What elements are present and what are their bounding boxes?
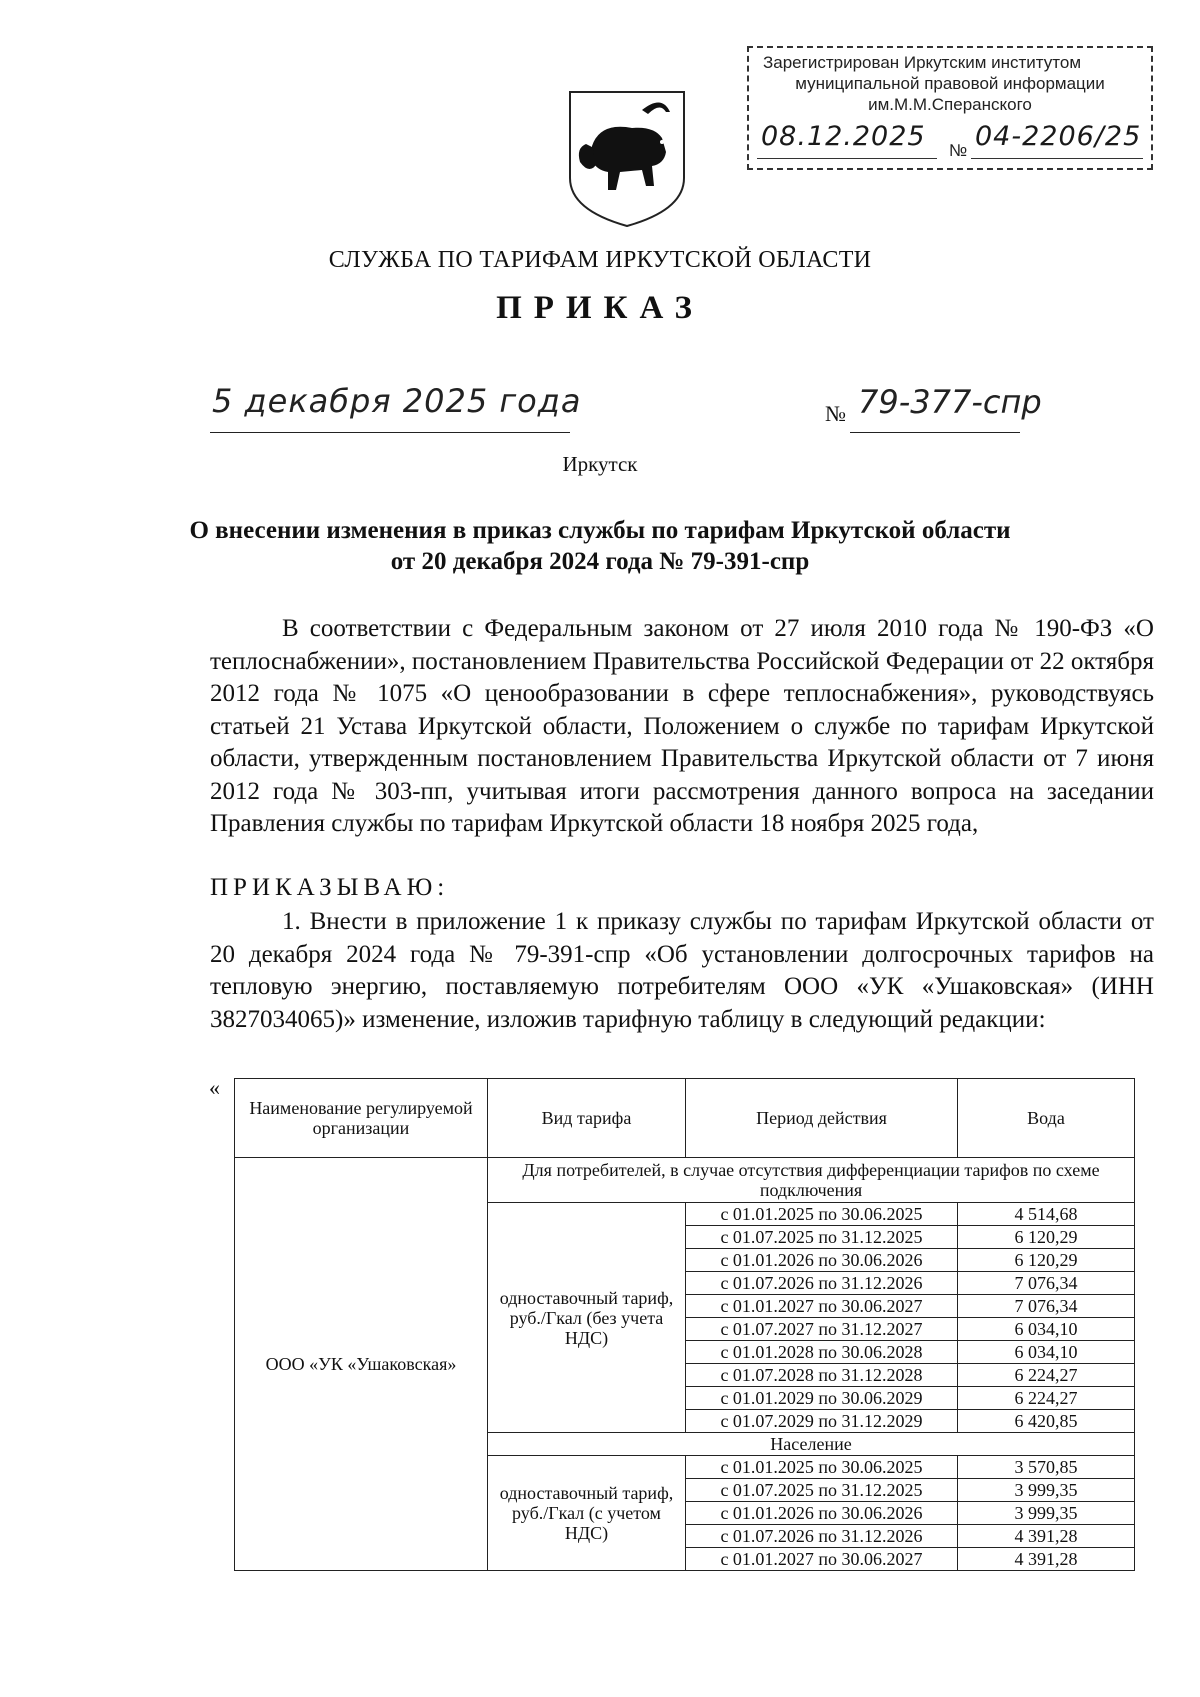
- value-cell: 6 120,29: [958, 1226, 1135, 1249]
- stamp-date: 08.12.2025: [761, 121, 926, 152]
- period-cell: с 01.07.2026 по 31.12.2026: [686, 1525, 958, 1548]
- value-cell: 6 034,10: [958, 1318, 1135, 1341]
- period-cell: с 01.01.2026 по 30.06.2026: [686, 1502, 958, 1525]
- agency-name: СЛУЖБА ПО ТАРИФАМ ИРКУТСКОЙ ОБЛАСТИ: [328, 247, 872, 273]
- title-line-2: от 20 декабря 2024 года № 79-391-спр: [390, 548, 810, 575]
- period-cell: с 01.01.2026 по 30.06.2026: [686, 1249, 958, 1272]
- order-number: 79-377-спр: [858, 383, 1042, 421]
- tariff-type-cell: одноставочный тариф, руб./Гкал (с учетом НДС): [488, 1456, 686, 1571]
- value-cell: 3 999,35: [958, 1479, 1135, 1502]
- period-cell: с 01.01.2029 по 30.06.2029: [686, 1387, 958, 1410]
- order-date: 5 декабря 2025 года: [212, 382, 582, 420]
- header-organization: Наименование регулируемой организации: [235, 1079, 488, 1158]
- registration-stamp: [747, 46, 1153, 170]
- value-cell: 4 391,28: [958, 1548, 1135, 1571]
- header-period: Период действия: [686, 1079, 958, 1158]
- period-cell: с 01.07.2029 по 31.12.2029: [686, 1410, 958, 1433]
- organization-cell: ООО «УК «Ушаковская»: [235, 1158, 488, 1571]
- value-cell: 4 514,68: [958, 1203, 1135, 1226]
- stamp-line-3: им.М.М.Сперанского: [868, 95, 1032, 114]
- period-cell: с 01.01.2025 по 30.06.2025: [686, 1203, 958, 1226]
- header-tariff-type: Вид тарифа: [488, 1079, 686, 1158]
- coat-of-arms-emblem: [562, 86, 692, 230]
- period-cell: с 01.01.2027 по 30.06.2027: [686, 1548, 958, 1571]
- number-underline: [850, 432, 1020, 433]
- stamp-number-sign: №: [949, 141, 968, 160]
- title-line-1: О внесении изменения в приказ службы по тарифам Иркутской области: [189, 517, 1011, 544]
- group-title-population: Население: [488, 1433, 1135, 1456]
- value-cell: 7 076,34: [958, 1295, 1135, 1318]
- tariff-table: [234, 1078, 1135, 1571]
- period-cell: с 01.01.2027 по 30.06.2027: [686, 1295, 958, 1318]
- value-cell: 3 570,85: [958, 1456, 1135, 1479]
- stamp-number: 04-2206/25: [975, 121, 1142, 152]
- order-word: ПРИКАЗЫВАЮ:: [210, 874, 450, 901]
- period-cell: с 01.07.2026 по 31.12.2026: [686, 1272, 958, 1295]
- document-title: [150, 515, 1050, 577]
- stamp-line-2: муниципальной правовой информации: [795, 74, 1105, 93]
- value-cell: 6 034,10: [958, 1341, 1135, 1364]
- period-cell: с 01.07.2025 по 31.12.2025: [686, 1226, 958, 1249]
- period-cell: с 01.07.2027 по 31.12.2027: [686, 1318, 958, 1341]
- opening-quote: «: [209, 1075, 220, 1100]
- preamble-paragraph: В соответствии с Федеральным законом от 27 июля 2010 года № 190-ФЗ «О теплоснабжении», постановлением Правительства Российской Федерации от 22 октября 2012 года № 1075 «О ценообразовании в сфере теплоснабжения», руководствуясь статьей 21 Устава Иркутской области, Положением о службе по тарифам Иркутской области, утвержденным постановлением Правительства Иркутской области от 7 июня 2012 года № 303-пп, учитывая итоги рассмотрения данного вопроса на заседании Правления службы по тарифам Иркутской области 18 ноября 2025 года,: [210, 615, 1154, 837]
- stamp-line-1: Зарегистрирован Иркутским институтом: [763, 53, 1082, 72]
- item-1-paragraph: 1. Внести в приложение 1 к приказу службы по тарифам Иркутской области от 20 декабря 2024 года № 79-391-спр «Об установлении долгосрочных тарифов на тепловую энергию, поставляемую потребителям ООО «УК «Ушаковская» (ИНН 3827034065)» изменение, изложив тарифную таблицу в следующий редакции:: [210, 908, 1154, 1033]
- value-cell: 6 120,29: [958, 1249, 1135, 1272]
- period-cell: с 01.07.2028 по 31.12.2028: [686, 1364, 958, 1387]
- order-number-label: №: [825, 401, 846, 426]
- header-water: Вода: [958, 1079, 1135, 1158]
- period-cell: с 01.01.2025 по 30.06.2025: [686, 1456, 958, 1479]
- date-underline: [210, 432, 570, 433]
- value-cell: 6 224,27: [958, 1364, 1135, 1387]
- document-type: ПРИКАЗ: [496, 290, 704, 326]
- value-cell: 6 420,85: [958, 1410, 1135, 1433]
- tariff-type-cell: одноставочный тариф, руб./Гкал (без учета НДС): [488, 1203, 686, 1433]
- value-cell: 6 224,27: [958, 1387, 1135, 1410]
- city: Иркутск: [562, 452, 638, 476]
- table-header-row: [235, 1079, 1135, 1158]
- group-title-general: Для потребителей, в случае отсутствия дифференциации тарифов по схеме подключения: [488, 1158, 1135, 1203]
- value-cell: 4 391,28: [958, 1525, 1135, 1548]
- period-cell: с 01.01.2028 по 30.06.2028: [686, 1341, 958, 1364]
- value-cell: 3 999,35: [958, 1502, 1135, 1525]
- period-cell: с 01.07.2025 по 31.12.2025: [686, 1479, 958, 1502]
- value-cell: 7 076,34: [958, 1272, 1135, 1295]
- table-row: [235, 1158, 1135, 1203]
